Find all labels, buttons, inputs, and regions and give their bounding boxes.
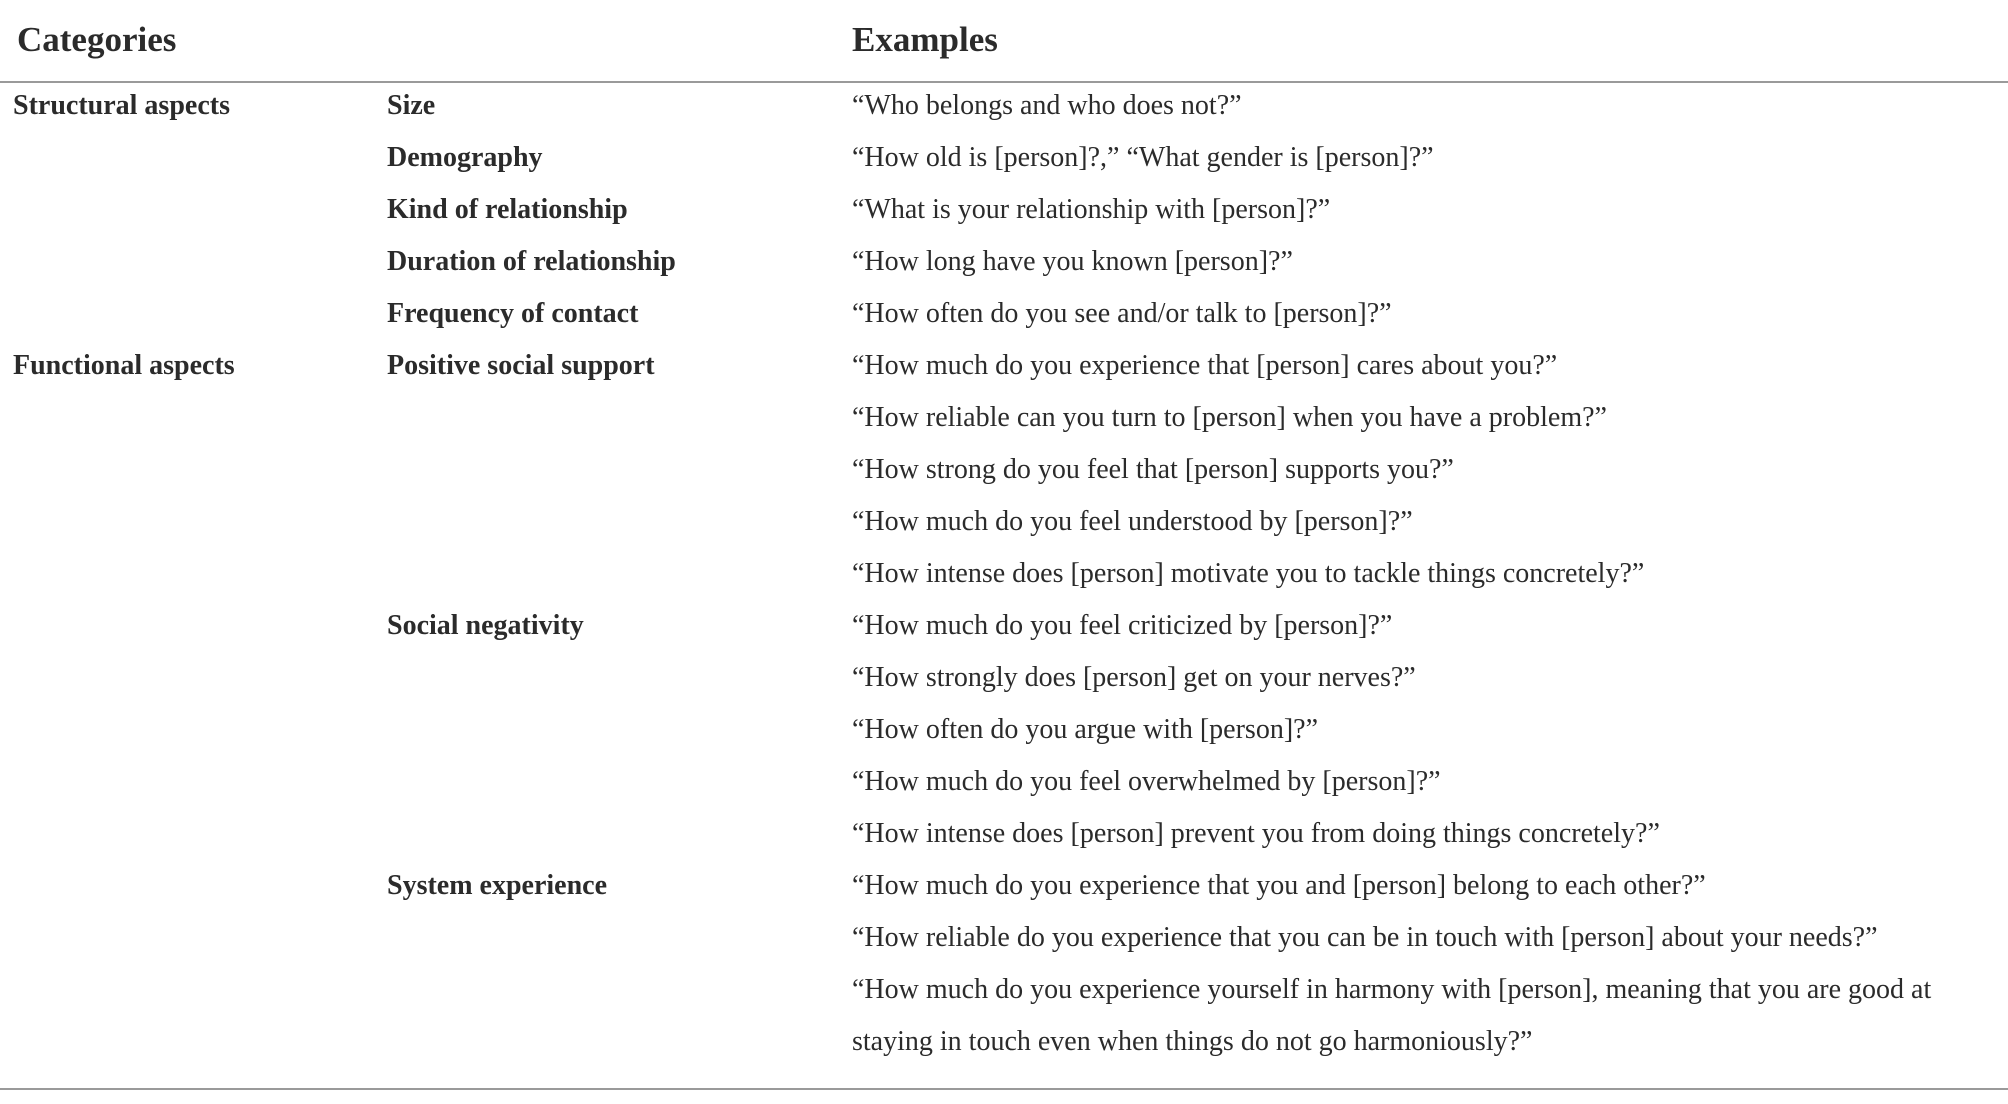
table-row (0, 80, 2008, 132)
table-row (0, 184, 2008, 236)
example-cell: “How much do you feel overwhelmed by [person]?” (852, 766, 1441, 797)
example-cell: “How much do you experience yourself in harmony with [person], meaning that you are good at (852, 974, 1932, 1005)
table-row (0, 652, 2008, 704)
example-cell: “How often do you see and/or talk to [person]?” (852, 298, 1392, 329)
subcategory-cell: Demography (387, 142, 543, 173)
example-cell: “How much do you experience that you and [person] belong to each other?” (852, 870, 1706, 901)
category-cell: Structural aspects (13, 90, 230, 121)
example-cell: “How much do you experience that [person] cares about you?” (852, 350, 1558, 381)
subcategory-cell: System experience (387, 870, 608, 901)
table-row (0, 1016, 2008, 1068)
bottom-rule (0, 1088, 2008, 1090)
example-cell: “How intense does [person] motivate you to tackle things concretely?” (852, 558, 1645, 589)
subcategory-cell: Social negativity (387, 610, 584, 641)
table-row (0, 756, 2008, 808)
table-row (0, 860, 2008, 912)
table-row (0, 808, 2008, 860)
table-row (0, 600, 2008, 652)
table-row (0, 548, 2008, 600)
category-cell: Functional aspects (13, 350, 235, 381)
example-cell: “What is your relationship with [person]?” (852, 194, 1331, 225)
header-categories: Categories (17, 20, 177, 59)
example-cell: staying in touch even when things do not go harmoniously?” (852, 1026, 1533, 1057)
subcategory-cell: Duration of relationship (387, 246, 676, 277)
table-row (0, 912, 2008, 964)
table-row (0, 132, 2008, 184)
subcategory-cell: Positive social support (387, 350, 655, 381)
example-cell: “Who belongs and who does not?” (852, 90, 1242, 121)
example-cell: “How strong do you feel that [person] supports you?” (852, 454, 1454, 485)
example-cell: “How reliable do you experience that you can be in touch with [person] about your needs?” (852, 922, 1878, 953)
example-cell: “How old is [person]?,” “What gender is [person]?” (852, 142, 1434, 173)
header-examples: Examples (852, 20, 998, 59)
example-cell: “How much do you feel criticized by [person]?” (852, 610, 1393, 641)
example-cell: “How reliable can you turn to [person] when you have a problem?” (852, 402, 1607, 433)
example-cell: “How much do you feel understood by [person]?” (852, 506, 1413, 537)
example-cell: “How intense does [person] prevent you from doing things concretely?” (852, 818, 1660, 849)
subcategory-cell: Size (387, 90, 436, 121)
example-cell: “How long have you known [person]?” (852, 246, 1293, 277)
table-row (0, 496, 2008, 548)
table-row (0, 444, 2008, 496)
table-row (0, 288, 2008, 340)
table-row (0, 236, 2008, 288)
subcategory-cell: Kind of relationship (387, 194, 628, 225)
table-row (0, 392, 2008, 444)
table-row (0, 340, 2008, 392)
example-cell: “How often do you argue with [person]?” (852, 714, 1319, 745)
table-row (0, 704, 2008, 756)
subcategory-cell: Frequency of contact (387, 298, 639, 329)
example-cell: “How strongly does [person] get on your nerves?” (852, 662, 1416, 693)
table-row (0, 964, 2008, 1016)
